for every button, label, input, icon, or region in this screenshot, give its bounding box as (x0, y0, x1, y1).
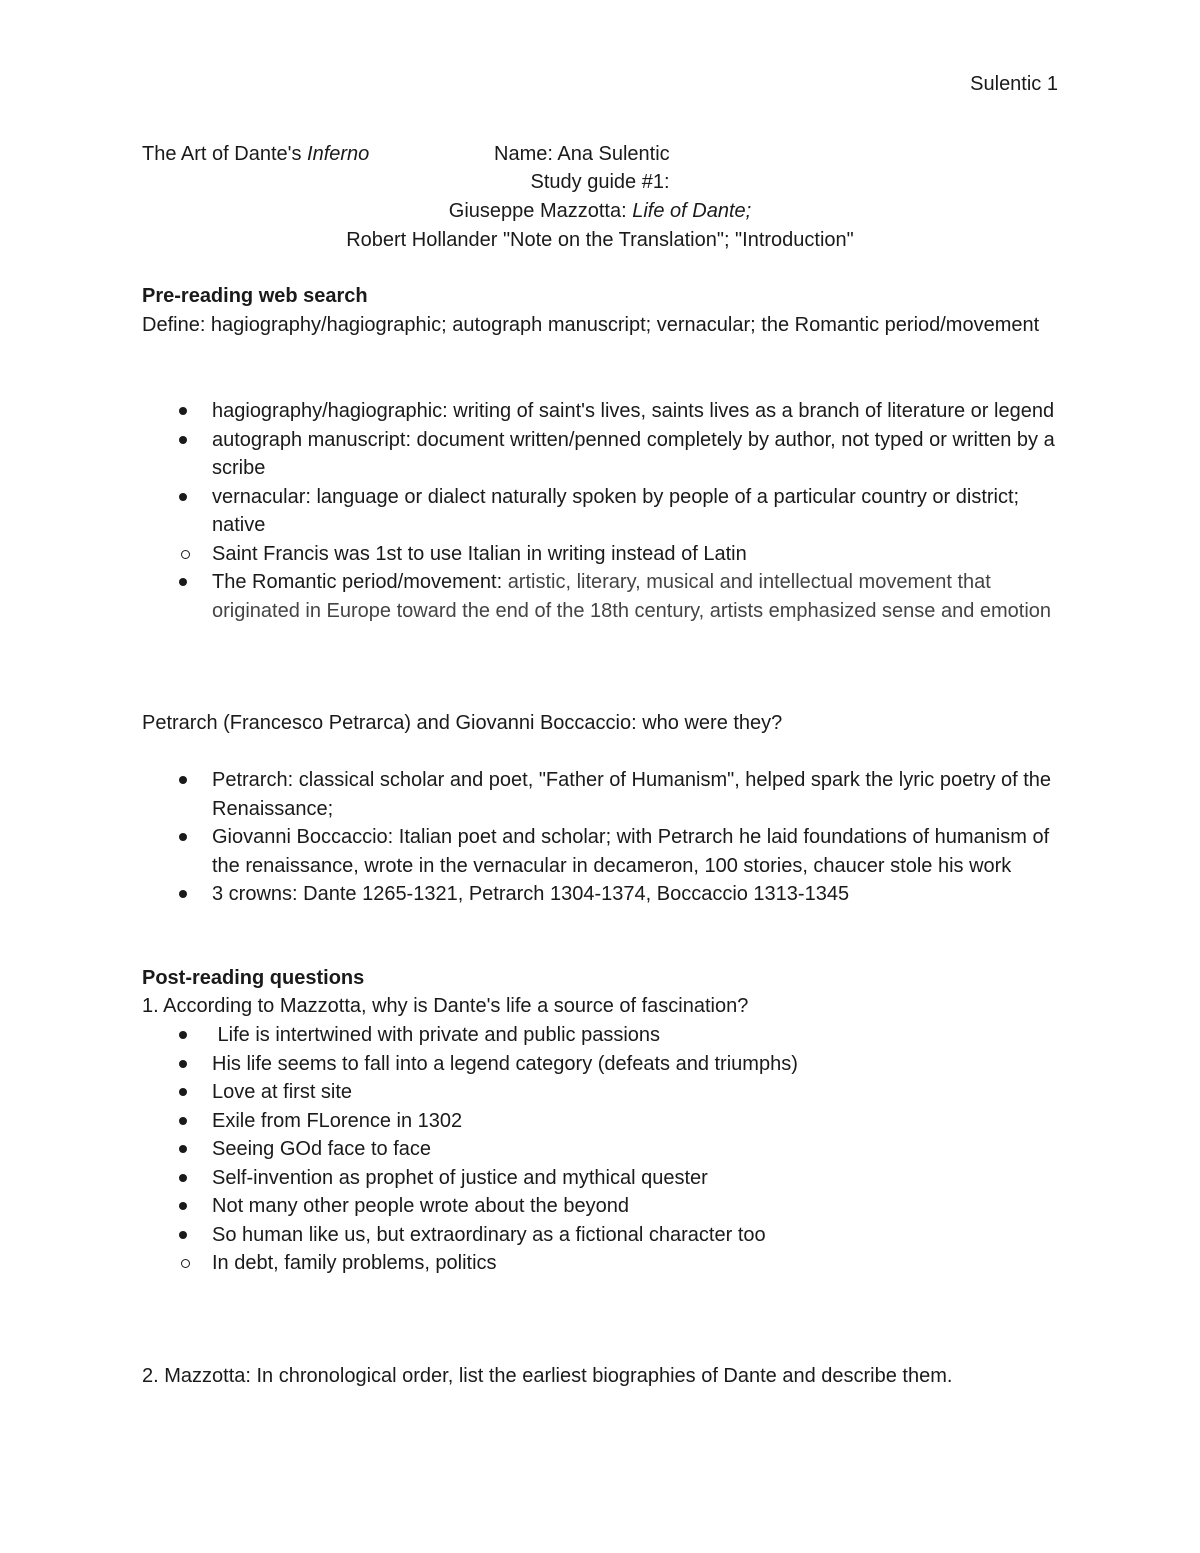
romantic-definition: artistic, literary, musical and intellectual movement that originated in Europe toward the end of the 18th century, artists emphasized sense and emotion (212, 571, 1052, 622)
reading-one-title: Life of Dante; (632, 200, 752, 222)
list-item: His life seems to fall into a legend category (defeats and triumphs) (142, 1050, 1058, 1079)
list-item: Exile from FLorence in 1302 (142, 1107, 1058, 1136)
list-item: Love at first site (142, 1078, 1058, 1107)
post-reading-heading: Post-reading questions (142, 967, 365, 989)
petrarch-list (142, 766, 1058, 909)
list-item: hagiography/hagiographic: writing of saint's lives, saints lives as a branch of literature or legend (142, 397, 1058, 426)
question-one-list (142, 1021, 1058, 1278)
romantic-label: The Romantic period/movement: (212, 571, 508, 593)
study-guide-label: Study guide #1: (530, 171, 670, 193)
list-item: 3 crowns: Dante 1265-1321, Petrarch 1304-1374, Boccaccio 1313-1345 (142, 880, 1058, 909)
page-header-label: Sulentic 1 (970, 73, 1058, 95)
list-item (142, 1221, 1058, 1278)
sub-list-item: In debt, family problems, politics (142, 1249, 1058, 1278)
question-two: 2. Mazzotta: In chronological order, list the earliest biographies of Dante and describe them. (142, 1365, 953, 1387)
reading-two: Robert Hollander "Note on the Translation"; "Introduction" (346, 229, 854, 251)
list-item (142, 568, 1058, 625)
list-item-text: vernacular: language or dialect naturally spoken by people of a particular country or district; native (212, 485, 1020, 536)
list-item (142, 483, 1058, 569)
petrarch-question: Petrarch (Francesco Petrarca) and Giovanni Boccaccio: who were they? (142, 712, 783, 734)
list-item: Life is intertwined with private and public passions (142, 1021, 1058, 1050)
pre-reading-heading: Pre-reading web search (142, 285, 368, 307)
pre-reading-list (142, 397, 1058, 625)
list-item: autograph manuscript: document written/penned completely by author, not typed or written by a scribe (142, 426, 1058, 483)
course-title-text: The Art of Dante's (142, 143, 308, 165)
list-item-text: So human like us, but extraordinary as a fictional character too (212, 1223, 766, 1246)
sub-list-item: Saint Francis was 1st to use Italian in writing instead of Latin (142, 540, 1058, 569)
reading-one (142, 197, 1058, 225)
list-item: Giovanni Boccaccio: Italian poet and scholar; with Petrarch he laid foundations of humanism of the renaissance, wrote in the vernacular in decameron, 100 stories, chaucer stole his work (142, 823, 1058, 880)
course-title (142, 140, 369, 168)
question-one: 1. According to Mazzotta, why is Dante's life a source of fascination? (142, 995, 749, 1017)
list-item: Self-invention as prophet of justice and mythical quester (142, 1164, 1058, 1193)
list-item: Petrarch: classical scholar and poet, "Father of Humanism", helped spark the lyric poetry of the Renaissance; (142, 766, 1058, 823)
course-title-italic: Inferno (307, 143, 370, 165)
define-prompt: Define: hagiography/hagiographic; autograph manuscript; vernacular; the Romantic period/movement (142, 314, 1040, 336)
list-item: Not many other people wrote about the beyond (142, 1192, 1058, 1221)
vernacular-sublist (142, 540, 1058, 569)
list-item: Seeing GOd face to face (142, 1135, 1058, 1164)
human-sublist (142, 1249, 1058, 1278)
reading-one-author: Giuseppe Mazzotta: (448, 200, 633, 222)
student-name: Name: Ana Sulentic (494, 143, 670, 165)
